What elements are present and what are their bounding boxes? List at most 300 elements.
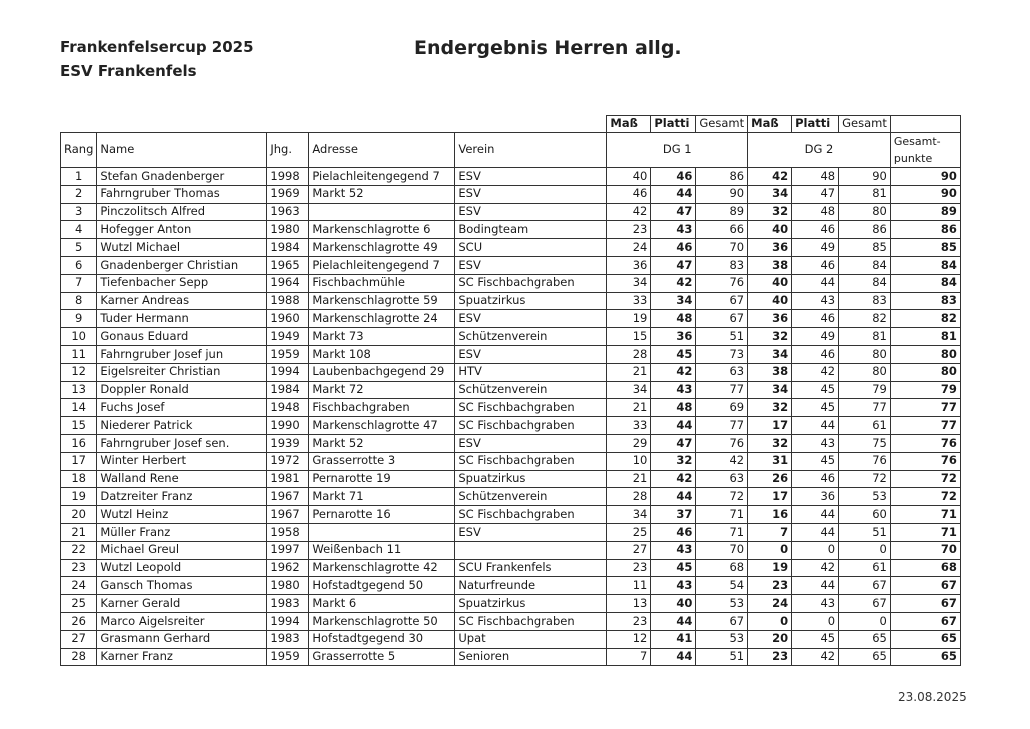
cell-gesamtpunkte: 86 — [890, 221, 960, 239]
cell-mass-dg2: 40 — [748, 221, 792, 239]
club-name: ESV Frankenfels — [60, 62, 197, 80]
cell-gesamt-dg2: 80 — [839, 363, 891, 381]
cell-verein: ESV — [455, 168, 607, 186]
cell-rang: 8 — [61, 292, 97, 310]
cell-rang: 6 — [61, 256, 97, 274]
table-row — [61, 203, 961, 221]
cell-verein: SC Fischbachgraben — [455, 452, 607, 470]
cell-platti-dg2: 44 — [792, 417, 839, 435]
table-row — [61, 328, 961, 346]
table-row — [61, 470, 961, 488]
cell-platti-dg1: 32 — [651, 452, 696, 470]
cell-gesamt-dg1: 66 — [696, 221, 748, 239]
cell-mass-dg2: 23 — [748, 648, 792, 666]
cell-adresse: Grasserrotte 3 — [309, 452, 455, 470]
cell-platti-dg2: 46 — [792, 310, 839, 328]
cell-name: Tiefenbacher Sepp — [97, 274, 267, 292]
cell-verein: Spuatzirkus — [455, 292, 607, 310]
cell-mass-dg1: 28 — [607, 345, 651, 363]
cell-gesamt-dg2: 83 — [839, 292, 891, 310]
cell-adresse: Markenschlagrotte 50 — [309, 612, 455, 630]
cell-verein: SCU — [455, 239, 607, 257]
cell-gesamt-dg2: 72 — [839, 470, 891, 488]
cell-jahrgang: 1994 — [267, 612, 309, 630]
cell-verein: Schützenverein — [455, 488, 607, 506]
cell-rang: 24 — [61, 577, 97, 595]
cell-verein: SC Fischbachgraben — [455, 612, 607, 630]
cell-gesamt-dg1: 70 — [696, 541, 748, 559]
cell-rang: 26 — [61, 612, 97, 630]
cell-rang: 16 — [61, 434, 97, 452]
cell-mass-dg1: 7 — [607, 648, 651, 666]
cell-mass-dg1: 19 — [607, 310, 651, 328]
cell-platti-dg2: 45 — [792, 381, 839, 399]
cell-verein: Schützenverein — [455, 328, 607, 346]
col-mass-2: Maß — [748, 116, 792, 133]
cell-rang: 19 — [61, 488, 97, 506]
cell-gesamt-dg1: 53 — [696, 630, 748, 648]
document-date: 23.08.2025 — [898, 690, 967, 704]
cell-name: Marco Aigelsreiter — [97, 612, 267, 630]
cell-mass-dg1: 28 — [607, 488, 651, 506]
cell-adresse: Weißenbach 11 — [309, 541, 455, 559]
cell-mass-dg2: 40 — [748, 274, 792, 292]
cell-mass-dg1: 34 — [607, 274, 651, 292]
cell-adresse — [309, 523, 455, 541]
table-row — [61, 417, 961, 435]
cell-verein: ESV — [455, 310, 607, 328]
cell-name: Grasmann Gerhard — [97, 630, 267, 648]
cell-platti-dg2: 49 — [792, 328, 839, 346]
cell-jahrgang: 1939 — [267, 434, 309, 452]
cell-platti-dg2: 42 — [792, 559, 839, 577]
cell-mass-dg2: 31 — [748, 452, 792, 470]
cell-mass-dg2: 0 — [748, 541, 792, 559]
cell-name: Karner Gerald — [97, 595, 267, 613]
cell-platti-dg2: 0 — [792, 612, 839, 630]
cell-rang: 3 — [61, 203, 97, 221]
cell-rang: 1 — [61, 168, 97, 186]
cell-platti-dg2: 47 — [792, 185, 839, 203]
cell-adresse: Hofstadtgegend 30 — [309, 630, 455, 648]
cell-adresse: Markenschlagrotte 47 — [309, 417, 455, 435]
cell-mass-dg2: 24 — [748, 595, 792, 613]
cell-verein: Naturfreunde — [455, 577, 607, 595]
cell-name: Winter Herbert — [97, 452, 267, 470]
table-row — [61, 541, 961, 559]
cell-adresse: Markt 52 — [309, 434, 455, 452]
cell-verein: Upat — [455, 630, 607, 648]
cell-gesamtpunkte: 72 — [890, 470, 960, 488]
cell-adresse: Markt 108 — [309, 345, 455, 363]
cell-jahrgang: 1964 — [267, 274, 309, 292]
cell-gesamtpunkte: 80 — [890, 363, 960, 381]
cell-verein: SC Fischbachgraben — [455, 417, 607, 435]
col-dg2: DG 2 — [748, 133, 891, 168]
cell-platti-dg1: 44 — [651, 648, 696, 666]
cell-platti-dg1: 42 — [651, 274, 696, 292]
cell-mass-dg1: 12 — [607, 630, 651, 648]
cell-rang: 10 — [61, 328, 97, 346]
cell-mass-dg2: 34 — [748, 345, 792, 363]
cell-adresse: Markt 52 — [309, 185, 455, 203]
cell-verein: Spuatzirkus — [455, 595, 607, 613]
cell-rang: 2 — [61, 185, 97, 203]
cell-mass-dg1: 42 — [607, 203, 651, 221]
cell-platti-dg1: 47 — [651, 434, 696, 452]
cell-jahrgang: 1980 — [267, 221, 309, 239]
cell-rang: 15 — [61, 417, 97, 435]
header-row-main — [61, 133, 961, 168]
table-row — [61, 239, 961, 257]
cell-platti-dg1: 41 — [651, 630, 696, 648]
cell-gesamt-dg1: 51 — [696, 648, 748, 666]
cell-gesamtpunkte: 79 — [890, 381, 960, 399]
cell-gesamt-dg2: 65 — [839, 648, 891, 666]
cell-gesamt-dg2: 90 — [839, 168, 891, 186]
cell-name: Gonaus Eduard — [97, 328, 267, 346]
cell-adresse: Laubenbachgegend 29 — [309, 363, 455, 381]
cell-gesamt-dg1: 63 — [696, 470, 748, 488]
cell-jahrgang: 1949 — [267, 328, 309, 346]
page-title: Endergebnis Herren allg. — [414, 37, 682, 59]
table-row — [61, 168, 961, 186]
cell-mass-dg2: 7 — [748, 523, 792, 541]
cell-adresse: Fischbachgraben — [309, 399, 455, 417]
cell-platti-dg2: 44 — [792, 274, 839, 292]
cell-platti-dg1: 42 — [651, 470, 696, 488]
table-row — [61, 399, 961, 417]
cell-mass-dg2: 17 — [748, 488, 792, 506]
cell-name: Gansch Thomas — [97, 577, 267, 595]
cell-platti-dg2: 44 — [792, 577, 839, 595]
cell-jahrgang: 1984 — [267, 381, 309, 399]
cell-mass-dg1: 23 — [607, 221, 651, 239]
cell-mass-dg2: 19 — [748, 559, 792, 577]
cell-gesamt-dg2: 84 — [839, 274, 891, 292]
cell-jahrgang: 1963 — [267, 203, 309, 221]
cell-gesamt-dg1: 77 — [696, 381, 748, 399]
cell-mass-dg2: 32 — [748, 434, 792, 452]
cell-gesamtpunkte: 80 — [890, 345, 960, 363]
table-row — [61, 452, 961, 470]
cell-gesamt-dg1: 77 — [696, 417, 748, 435]
cell-adresse: Markt 6 — [309, 595, 455, 613]
table-row — [61, 434, 961, 452]
col-name: Name — [97, 133, 267, 168]
cell-gesamt-dg1: 51 — [696, 328, 748, 346]
col-adresse: Adresse — [309, 133, 455, 168]
col-mass-1: Maß — [607, 116, 651, 133]
cell-gesamt-dg2: 77 — [839, 399, 891, 417]
cell-name: Walland Rene — [97, 470, 267, 488]
cell-name: Michael Greul — [97, 541, 267, 559]
cell-gesamtpunkte: 84 — [890, 256, 960, 274]
cell-mass-dg2: 32 — [748, 328, 792, 346]
cell-gesamt-dg1: 67 — [696, 612, 748, 630]
cell-mass-dg1: 23 — [607, 559, 651, 577]
cell-jahrgang: 1997 — [267, 541, 309, 559]
cell-jahrgang: 1948 — [267, 399, 309, 417]
col-gesamtpunkte: Gesamt-punkte — [890, 133, 960, 168]
cell-platti-dg1: 44 — [651, 185, 696, 203]
cell-rang: 17 — [61, 452, 97, 470]
cell-gesamt-dg2: 82 — [839, 310, 891, 328]
col-platti-2: Platti — [792, 116, 839, 133]
cell-gesamt-dg1: 71 — [696, 506, 748, 524]
cell-verein: Spuatzirkus — [455, 470, 607, 488]
table-row — [61, 381, 961, 399]
col-rang: Rang — [61, 133, 97, 168]
table-row — [61, 292, 961, 310]
cell-adresse: Fischbachmühle — [309, 274, 455, 292]
col-dg1: DG 1 — [607, 133, 748, 168]
cell-platti-dg2: 42 — [792, 363, 839, 381]
cell-rang: 20 — [61, 506, 97, 524]
cell-platti-dg2: 42 — [792, 648, 839, 666]
cell-mass-dg1: 33 — [607, 417, 651, 435]
cell-gesamtpunkte: 71 — [890, 523, 960, 541]
cell-platti-dg1: 46 — [651, 523, 696, 541]
cell-mass-dg2: 0 — [748, 612, 792, 630]
table-row — [61, 577, 961, 595]
cell-gesamtpunkte: 82 — [890, 310, 960, 328]
cell-mass-dg2: 38 — [748, 256, 792, 274]
cell-gesamt-dg1: 89 — [696, 203, 748, 221]
cell-mass-dg2: 38 — [748, 363, 792, 381]
cell-adresse: Markenschlagrotte 24 — [309, 310, 455, 328]
cell-verein: ESV — [455, 345, 607, 363]
cell-platti-dg2: 45 — [792, 399, 839, 417]
cell-mass-dg1: 33 — [607, 292, 651, 310]
header-row-sub — [61, 116, 961, 133]
cell-gesamtpunkte: 77 — [890, 399, 960, 417]
cell-gesamt-dg2: 61 — [839, 417, 891, 435]
cell-platti-dg2: 46 — [792, 345, 839, 363]
competition-title: Frankenfelsercup 2025 — [60, 38, 254, 56]
cell-gesamt-dg2: 0 — [839, 541, 891, 559]
cell-jahrgang: 1990 — [267, 417, 309, 435]
cell-verein: HTV — [455, 363, 607, 381]
cell-platti-dg2: 43 — [792, 292, 839, 310]
cell-platti-dg2: 46 — [792, 256, 839, 274]
cell-mass-dg1: 34 — [607, 381, 651, 399]
cell-jahrgang: 1972 — [267, 452, 309, 470]
cell-verein: SC Fischbachgraben — [455, 274, 607, 292]
cell-mass-dg1: 21 — [607, 363, 651, 381]
cell-name: Karner Andreas — [97, 292, 267, 310]
cell-jahrgang: 1998 — [267, 168, 309, 186]
cell-name: Fahrngruber Josef sen. — [97, 434, 267, 452]
cell-mass-dg1: 15 — [607, 328, 651, 346]
cell-gesamt-dg1: 83 — [696, 256, 748, 274]
cell-platti-dg2: 48 — [792, 168, 839, 186]
table-row — [61, 595, 961, 613]
cell-gesamtpunkte: 70 — [890, 541, 960, 559]
cell-adresse: Markt 72 — [309, 381, 455, 399]
cell-mass-dg1: 11 — [607, 577, 651, 595]
cell-mass-dg2: 32 — [748, 203, 792, 221]
cell-rang: 22 — [61, 541, 97, 559]
cell-name: Pinczolitsch Alfred — [97, 203, 267, 221]
cell-jahrgang: 1981 — [267, 470, 309, 488]
table-row — [61, 488, 961, 506]
cell-jahrgang: 1967 — [267, 506, 309, 524]
cell-name: Fuchs Josef — [97, 399, 267, 417]
cell-name: Wutzl Heinz — [97, 506, 267, 524]
cell-gesamtpunkte: 67 — [890, 612, 960, 630]
cell-platti-dg2: 46 — [792, 470, 839, 488]
cell-gesamt-dg2: 67 — [839, 595, 891, 613]
cell-gesamt-dg2: 80 — [839, 203, 891, 221]
cell-gesamt-dg2: 61 — [839, 559, 891, 577]
table-row — [61, 506, 961, 524]
cell-jahrgang: 1962 — [267, 559, 309, 577]
cell-adresse: Markenschlagrotte 6 — [309, 221, 455, 239]
cell-gesamt-dg2: 85 — [839, 239, 891, 257]
cell-verein — [455, 541, 607, 559]
cell-verein: ESV — [455, 185, 607, 203]
cell-rang: 4 — [61, 221, 97, 239]
cell-gesamt-dg2: 60 — [839, 506, 891, 524]
cell-gesamt-dg2: 51 — [839, 523, 891, 541]
cell-gesamt-dg2: 81 — [839, 328, 891, 346]
col-platti-1: Platti — [651, 116, 696, 133]
cell-adresse — [309, 203, 455, 221]
cell-gesamt-dg1: 70 — [696, 239, 748, 257]
cell-platti-dg1: 48 — [651, 399, 696, 417]
cell-jahrgang: 1959 — [267, 345, 309, 363]
col-gesamt-2: Gesamt — [839, 116, 891, 133]
cell-mass-dg2: 23 — [748, 577, 792, 595]
cell-name: Wutzl Leopold — [97, 559, 267, 577]
cell-adresse: Pielachleitengegend 7 — [309, 168, 455, 186]
cell-jahrgang: 1988 — [267, 292, 309, 310]
cell-gesamtpunkte: 90 — [890, 168, 960, 186]
cell-gesamtpunkte: 81 — [890, 328, 960, 346]
cell-gesamtpunkte: 77 — [890, 417, 960, 435]
cell-platti-dg2: 45 — [792, 452, 839, 470]
cell-gesamt-dg1: 86 — [696, 168, 748, 186]
cell-gesamt-dg1: 69 — [696, 399, 748, 417]
cell-mass-dg1: 40 — [607, 168, 651, 186]
cell-name: Stefan Gnadenberger — [97, 168, 267, 186]
cell-jahrgang: 1965 — [267, 256, 309, 274]
cell-name: Hofegger Anton — [97, 221, 267, 239]
cell-platti-dg1: 43 — [651, 541, 696, 559]
cell-adresse: Grasserrotte 5 — [309, 648, 455, 666]
cell-platti-dg2: 46 — [792, 221, 839, 239]
cell-platti-dg1: 36 — [651, 328, 696, 346]
cell-rang: 18 — [61, 470, 97, 488]
cell-platti-dg1: 44 — [651, 417, 696, 435]
cell-rang: 7 — [61, 274, 97, 292]
cell-adresse: Pernarotte 19 — [309, 470, 455, 488]
cell-gesamt-dg1: 42 — [696, 452, 748, 470]
cell-jahrgang: 1958 — [267, 523, 309, 541]
cell-platti-dg1: 45 — [651, 559, 696, 577]
cell-adresse: Hofstadtgegend 50 — [309, 577, 455, 595]
cell-platti-dg2: 0 — [792, 541, 839, 559]
cell-platti-dg1: 42 — [651, 363, 696, 381]
cell-verein: ESV — [455, 434, 607, 452]
cell-gesamt-dg1: 53 — [696, 595, 748, 613]
cell-rang: 27 — [61, 630, 97, 648]
cell-platti-dg1: 48 — [651, 310, 696, 328]
cell-platti-dg2: 36 — [792, 488, 839, 506]
cell-name: Gnadenberger Christian — [97, 256, 267, 274]
table-row — [61, 221, 961, 239]
cell-gesamtpunkte: 71 — [890, 506, 960, 524]
table-row — [61, 559, 961, 577]
cell-gesamtpunkte: 76 — [890, 434, 960, 452]
cell-gesamt-dg2: 75 — [839, 434, 891, 452]
cell-verein: SC Fischbachgraben — [455, 399, 607, 417]
cell-mass-dg1: 34 — [607, 506, 651, 524]
cell-platti-dg2: 43 — [792, 434, 839, 452]
cell-gesamtpunkte: 83 — [890, 292, 960, 310]
cell-mass-dg2: 16 — [748, 506, 792, 524]
cell-adresse: Markt 71 — [309, 488, 455, 506]
cell-platti-dg1: 34 — [651, 292, 696, 310]
cell-platti-dg1: 47 — [651, 203, 696, 221]
table-row — [61, 648, 961, 666]
cell-gesamt-dg2: 76 — [839, 452, 891, 470]
col-gesamt-1: Gesamt — [696, 116, 748, 133]
cell-platti-dg1: 46 — [651, 239, 696, 257]
cell-mass-dg2: 34 — [748, 381, 792, 399]
cell-platti-dg2: 43 — [792, 595, 839, 613]
cell-mass-dg2: 36 — [748, 310, 792, 328]
cell-gesamtpunkte: 67 — [890, 595, 960, 613]
cell-adresse: Markenschlagrotte 42 — [309, 559, 455, 577]
cell-mass-dg1: 29 — [607, 434, 651, 452]
cell-rang: 23 — [61, 559, 97, 577]
cell-jahrgang: 1983 — [267, 595, 309, 613]
cell-verein: Senioren — [455, 648, 607, 666]
cell-gesamt-dg1: 68 — [696, 559, 748, 577]
cell-gesamtpunkte: 84 — [890, 274, 960, 292]
header-spacer — [61, 116, 607, 133]
cell-gesamt-dg2: 65 — [839, 630, 891, 648]
cell-platti-dg1: 43 — [651, 221, 696, 239]
cell-rang: 28 — [61, 648, 97, 666]
cell-mass-dg1: 21 — [607, 470, 651, 488]
cell-gesamt-dg2: 67 — [839, 577, 891, 595]
cell-name: Tuder Hermann — [97, 310, 267, 328]
cell-mass-dg1: 21 — [607, 399, 651, 417]
cell-verein: SCU Frankenfels — [455, 559, 607, 577]
cell-platti-dg2: 45 — [792, 630, 839, 648]
table-row — [61, 185, 961, 203]
cell-gesamtpunkte: 72 — [890, 488, 960, 506]
cell-platti-dg1: 44 — [651, 612, 696, 630]
cell-name: Datzreiter Franz — [97, 488, 267, 506]
cell-gesamt-dg1: 76 — [696, 434, 748, 452]
cell-mass-dg1: 46 — [607, 185, 651, 203]
cell-name: Eigelsreiter Christian — [97, 363, 267, 381]
results-table — [60, 115, 961, 666]
cell-gesamtpunkte: 89 — [890, 203, 960, 221]
cell-mass-dg2: 32 — [748, 399, 792, 417]
cell-gesamt-dg2: 80 — [839, 345, 891, 363]
cell-platti-dg2: 44 — [792, 523, 839, 541]
cell-verein: Bodingteam — [455, 221, 607, 239]
cell-platti-dg1: 37 — [651, 506, 696, 524]
cell-gesamtpunkte: 67 — [890, 577, 960, 595]
cell-gesamt-dg1: 90 — [696, 185, 748, 203]
cell-jahrgang: 1983 — [267, 630, 309, 648]
